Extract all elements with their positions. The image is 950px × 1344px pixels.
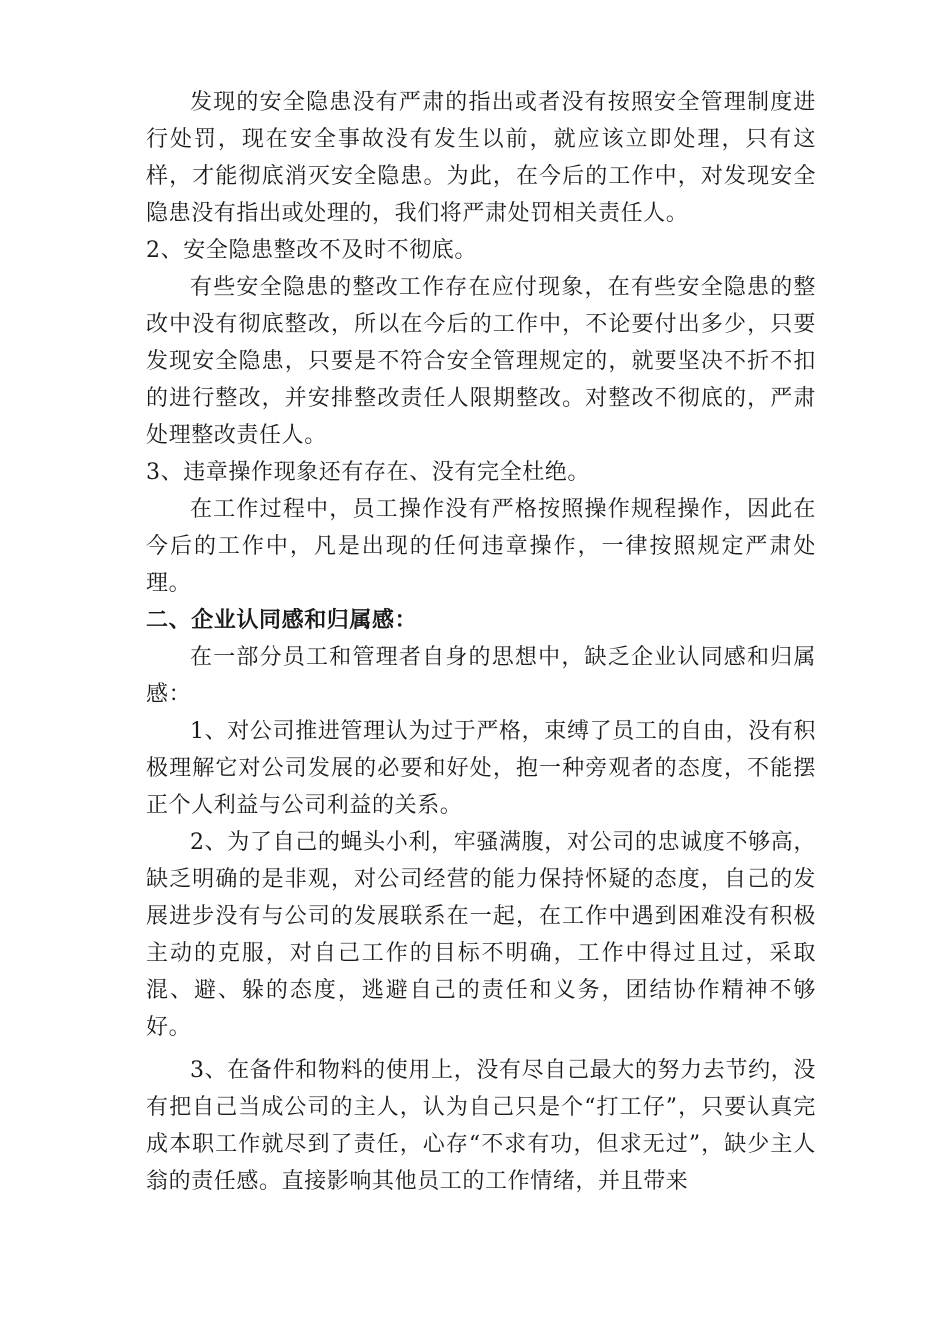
paragraph-identity-point-3: 3、在备件和物料的使用上，没有尽自己最大的努力去节约，没有把自己当成公司的主人，认为自己只是个“打工仔”，只要认真完成本职工作就尽到了责任，心存“不求有功，但求无过”，缺少主人翁的责任感。直接影响其他员工的工作情绪，并且带来 (146, 1058, 816, 1194)
paragraph-violation: 在工作过程中，员工操作没有严格按照操作规程操作，因此在今后的工作中，凡是出现的任何违章操作，一律按照规定严肃处理。 (146, 497, 816, 596)
list-item-violation: 3、违章操作现象还有存在、没有完全杜绝。 (146, 460, 590, 485)
list-item-rectification: 2、安全隐患整改不及时不彻底。 (146, 238, 477, 263)
document-body (146, 84, 816, 1200)
paragraph-identity-point-2: 2、为了自己的蝇头小利，牢骚满腹，对公司的忠诚度不够高，缺乏明确的是非观，对公司经营的能力保持怀疑的态度，自己的发展进步没有与公司的发展联系在一起，在工作中遇到困难没有积极主动的克服，对自己工作的目标不明确，工作中得过且过，采取混、避、躲的态度，逃避自己的责任和义务，团结协作精神不够好。 (146, 830, 816, 1040)
paragraph-identity-point-1: 1、对公司推进管理认为过于严格，束缚了员工的自由，没有积极理解它对公司发展的必要和好处，抱一种旁观者的态度，不能摆正个人利益与公司利益的关系。 (146, 719, 816, 818)
paragraph-identity-intro: 在一部分员工和管理者自身的思想中，缺乏企业认同感和归属感： (146, 645, 816, 707)
paragraph-hazard-handling: 发现的安全隐患没有严肃的指出或者没有按照安全管理制度进行处罚，现在安全事故没有发生以前，就应该立即处理，只有这样，才能彻底消灭安全隐患。为此，在今后的工作中，对发现安全隐患没有指出或处理的，我们将严肃处罚相关责任人。 (146, 90, 816, 226)
section-heading-identity: 二、企业认同感和归属感： (146, 607, 418, 633)
paragraph-rectification: 有些安全隐患的整改工作存在应付现象，在有些安全隐患的整改中没有彻底整改，所以在今后的工作中，不论要付出多少，只要发现安全隐患，只要是不符合安全管理规定的，就要坚决不折不扣的进行整改，并安排整改责任人限期整改。对整改不彻底的，严肃处理整改责任人。 (146, 275, 816, 448)
